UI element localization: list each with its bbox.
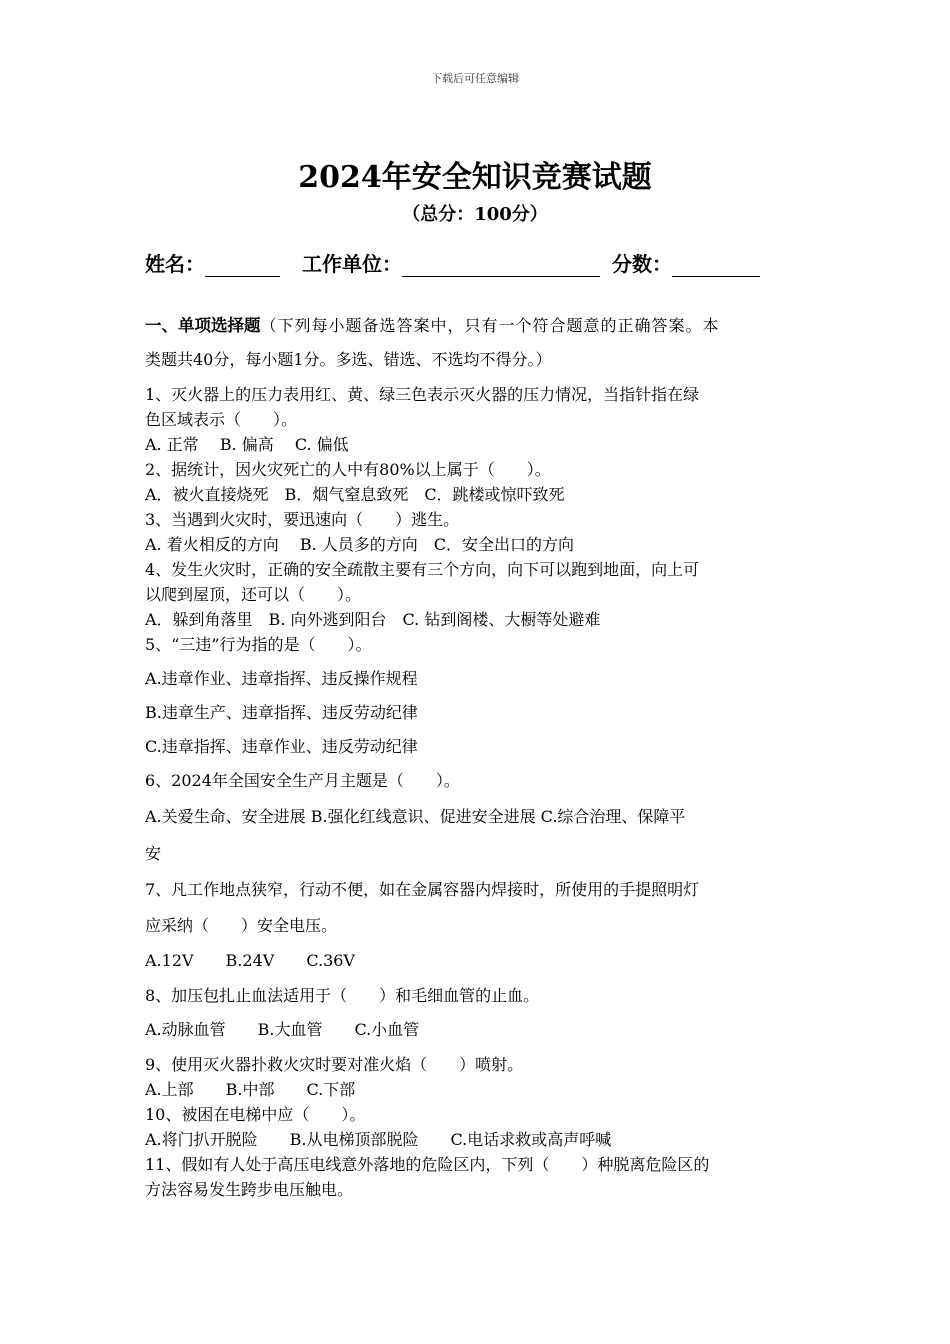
question-line: 11、假如有人处于高压电线意外落地的危险区内，下列（ ）种脱离危险区的: [145, 1155, 710, 1174]
unit-blank[interactable]: [402, 254, 600, 277]
question-line: 8、加压包扎止血法适用于（ ）和毛细血管的止血。: [145, 986, 540, 1005]
section-instruction-2: 类题共40分，每小题1分。多选、错选、不选均不得分。）: [145, 350, 552, 369]
name-blank[interactable]: [205, 254, 280, 277]
question-line: 3、当遇到火灾时，要迅速向（ ）逃生。: [145, 510, 460, 529]
option-line: 安: [145, 844, 162, 863]
option-line: A．躲到角落里 B. 向外逃到阳台 C. 钻到阁楼、大橱等处避难: [145, 610, 601, 629]
option-line: A.12V B.24V C.36V: [145, 951, 355, 970]
option-line: A.违章作业、违章指挥、违反操作规程: [145, 669, 418, 688]
section-heading-line: [145, 312, 720, 336]
score-blank[interactable]: [672, 254, 760, 277]
question-line: 1、灭火器上的压力表用红、黄、绿三色表示灭火器的压力情况，当指针指在绿: [145, 385, 700, 404]
info-row: [145, 248, 805, 277]
unit-label: 工作单位：: [302, 252, 402, 276]
section-heading: 一、单项选择题: [145, 316, 261, 335]
question-line: 6、2024年全国安全生产月主题是（ ）。: [145, 771, 460, 790]
score-label: 分数：: [612, 252, 672, 276]
name-label: 姓名：: [145, 252, 205, 276]
option-line: A.上部 B.中部 C.下部: [145, 1080, 356, 1099]
question-line: 5、“三违”行为指的是（ ）。: [145, 635, 372, 654]
question-line: 以爬到屋顶，还可以（ ）。: [145, 585, 362, 604]
question-line: 色区域表示（ ）。: [145, 410, 298, 429]
section-instruction: （下列每小题备选答案中，只有一个符合题意的正确答案。本: [260, 316, 720, 335]
option-line: A.将门扒开脱险 B.从电梯顶部脱险 C.电话求救或高声呼喊: [145, 1130, 612, 1149]
option-line: A.动脉血管 B.大血管 C.小血管: [145, 1020, 420, 1039]
question-line: 10、被困在电梯中应（ ）。: [145, 1105, 366, 1124]
page-title: 2024年安全知识竞赛试题: [298, 160, 652, 195]
question-line: 应采纳（ ）安全电压。: [145, 916, 338, 935]
question-line: 7、凡工作地点狭窄，行动不便，如在金属容器内焊接时，所使用的手提照明灯: [145, 880, 700, 899]
option-line: A. 着火相反的方向 B. 人员多的方向 C．安全出口的方向: [145, 535, 574, 554]
question-line: 方法容易发生跨步电压触电。: [145, 1180, 354, 1199]
question-line: 4、发生火灾时，正确的安全疏散主要有三个方向，向下可以跑到地面，向上可: [145, 560, 700, 579]
question-line: 9、使用灭火器扑救火灾时要对准火焰（ ）喷射。: [145, 1055, 524, 1074]
question-line: 2、据统计，因火灾死亡的人中有80%以上属于（ ）。: [145, 460, 551, 479]
option-line: A. 正常 B. 偏高 C. 偏低: [145, 435, 349, 454]
page-subtitle: （总分：100分）: [402, 204, 548, 225]
option-line: A.关爱生命、安全进展 B.强化红线意识、促进安全进展 C.综合治理、保障平: [145, 807, 686, 826]
option-line: C.违章指挥、违章作业、违反劳动纪律: [145, 737, 418, 756]
header-note: 下载后可任意编辑: [431, 72, 519, 85]
option-line: A．被火直接烧死 B．烟气窒息致死 C．跳楼或惊吓致死: [145, 485, 565, 504]
option-line: B.违章生产、违章指挥、违反劳动纪律: [145, 703, 418, 722]
